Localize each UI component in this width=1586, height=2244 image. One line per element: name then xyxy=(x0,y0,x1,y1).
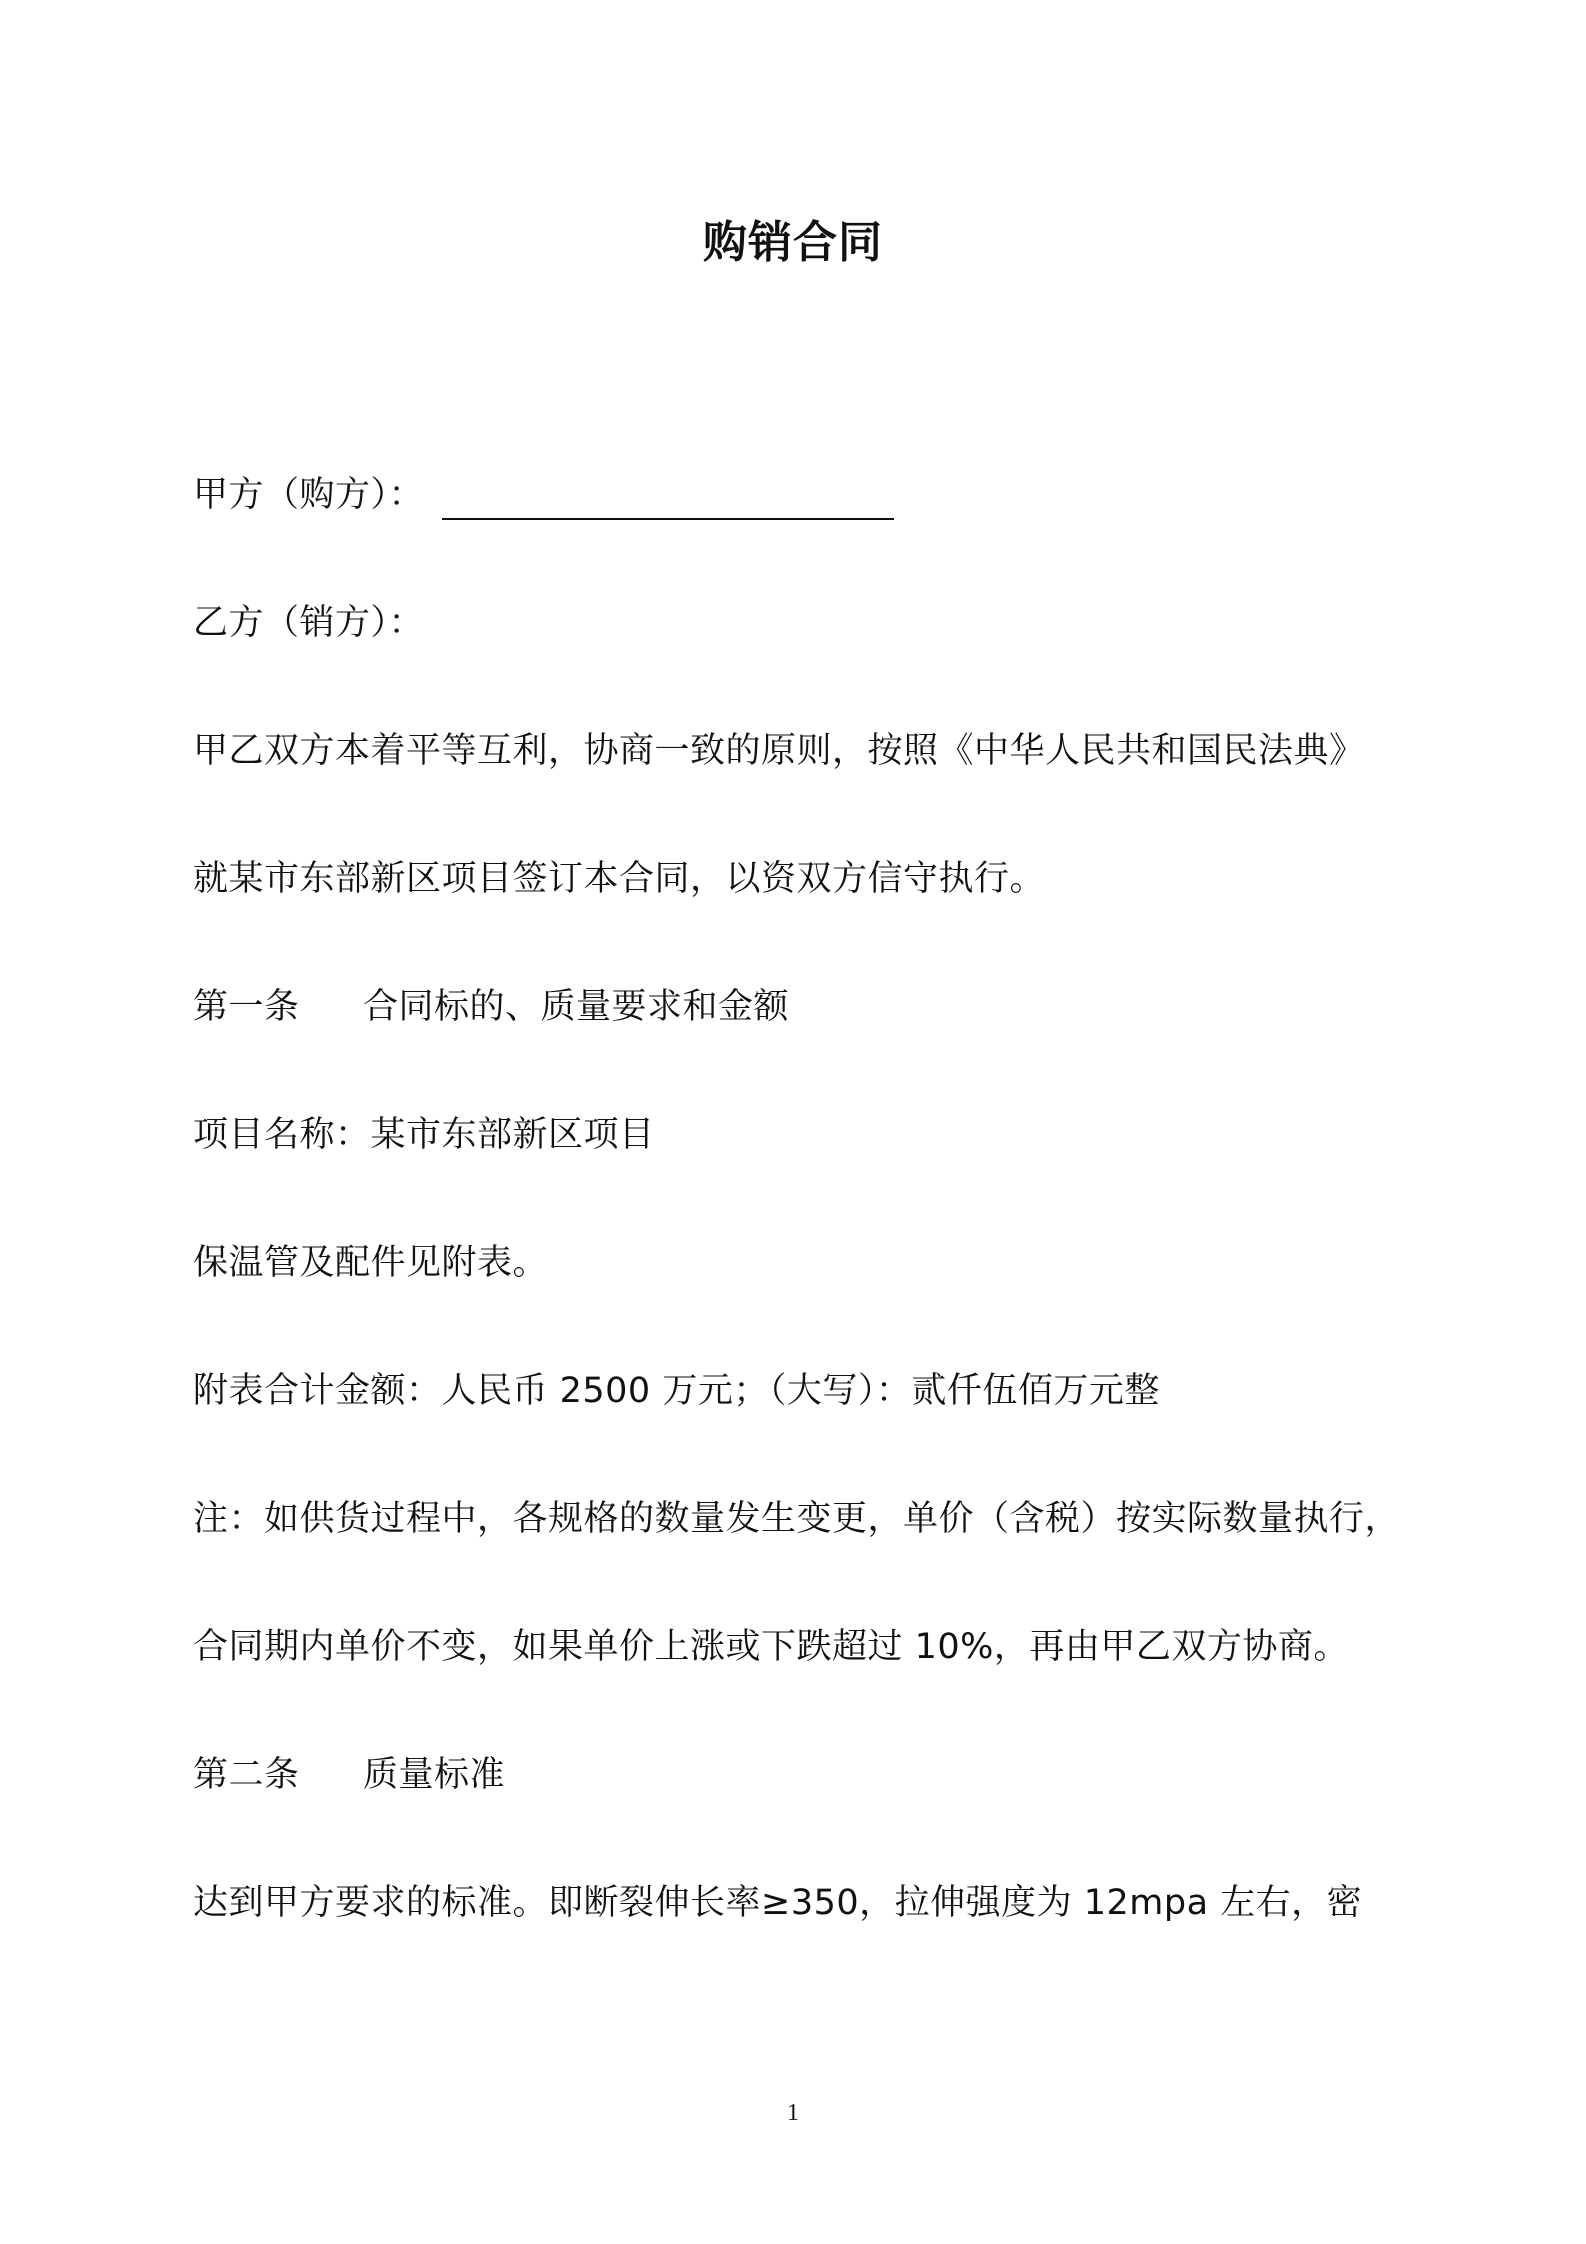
party-b-label: 乙方（销方）： xyxy=(193,603,425,643)
party-a-label: 甲方（购方）： xyxy=(193,475,425,515)
total-amount-line: 附表合计金额：人民币 2500 万元；（大写）：贰仟伍佰万元整 xyxy=(193,1371,1160,1411)
article-2-title: 质量标准 xyxy=(363,1755,506,1795)
article-1-title: 合同标的、质量要求和金额 xyxy=(363,987,790,1027)
document-title: 购销合同 xyxy=(703,217,883,268)
article-1-number: 第一条 xyxy=(193,987,300,1027)
quality-standard-line: 达到甲方要求的标准。即断裂伸长率≥350，拉伸强度为 12mpa 左右，密 xyxy=(193,1883,1363,1923)
page-number: 1 xyxy=(787,2100,799,2126)
note-line-1: 注：如供货过程中，各规格的数量发生变更，单价（含税）按实际数量执行， xyxy=(193,1499,1401,1539)
note-line-2: 合同期内单价不变，如果单价上涨或下跌超过 10%，再由甲乙双方协商。 xyxy=(193,1627,1349,1667)
attachment-note-line: 保温管及配件见附表。 xyxy=(193,1243,549,1283)
article-2-heading xyxy=(193,1750,1413,1800)
project-name-line: 项目名称：某市东部新区项目 xyxy=(193,1115,655,1155)
intro-line-2: 就某市东部新区项目签订本合同，以资双方信守执行。 xyxy=(193,859,1046,899)
party-a-line xyxy=(193,470,1413,520)
party-a-blank-field xyxy=(442,478,894,520)
intro-line-1: 甲乙双方本着平等互利，协商一致的原则，按照《中华人民共和国民法典》 xyxy=(193,731,1365,771)
article-2-number: 第二条 xyxy=(193,1755,300,1795)
article-1-heading xyxy=(193,982,1413,1032)
party-b-line xyxy=(193,598,1413,648)
